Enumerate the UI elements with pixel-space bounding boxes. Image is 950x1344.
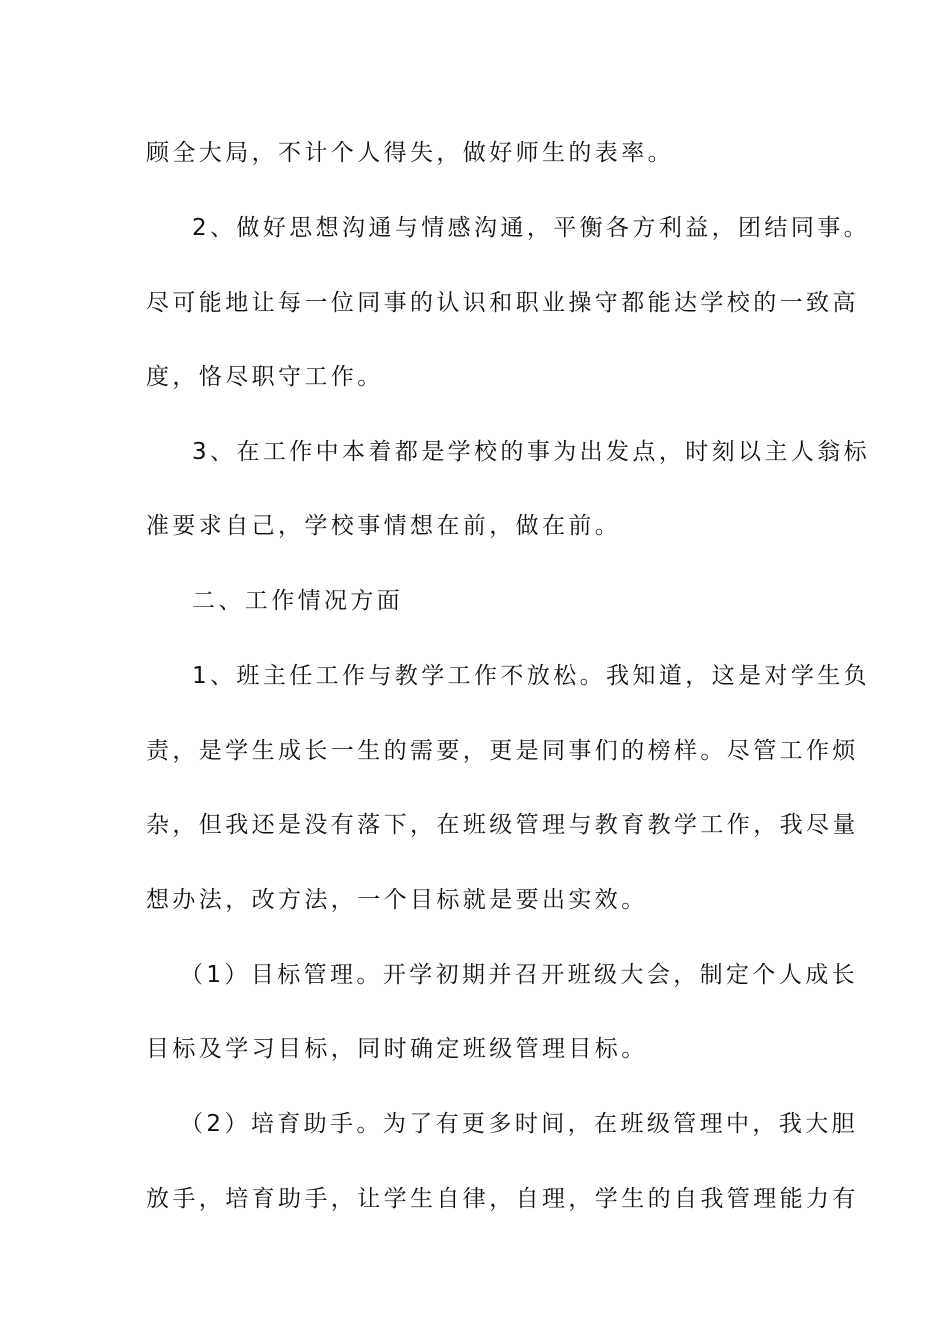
text-line: 准要求自己，学校事情想在前，做在前。 [146,513,622,539]
text-line: 目标及学习目标，同时确定班级管理目标。 [146,1036,648,1062]
section-heading: 二、工作情况方面 [192,588,404,614]
text-line: 杂，但我还是没有落下，在班级管理与教育教学工作，我尽量 [146,812,859,838]
text-line: 1、班主任工作与教学工作不放松。我知道，这是对学生负 [192,663,871,689]
text-line: （2）培育助手。为了有更多时间，在班级管理中，我大胆 [180,1111,859,1137]
text-line: 责，是学生成长一生的需要，更是同事们的榜样。尽管工作烦 [146,738,859,764]
text-line: 想办法，改方法，一个目标就是要出实效。 [146,887,648,913]
text-line: 2、做好思想沟通与情感沟通，平衡各方利益，团结同事。 [192,215,871,241]
text-line: 3、在工作中本着都是学校的事为出发点，时刻以主人翁标 [192,439,871,465]
text-line: （1）目标管理。开学初期并召开班级大会，制定个人成长 [180,962,859,988]
text-line: 放手，培育助手，让学生自律，自理，学生的自我管理能力有 [146,1186,859,1212]
text-line: 顾全大局，不计个人得失，做好师生的表率。 [146,140,674,166]
text-line: 度，恪尽职守工作。 [146,364,384,390]
text-line: 尽可能地让每一位同事的认识和职业操守都能达学校的一致高 [146,290,859,316]
